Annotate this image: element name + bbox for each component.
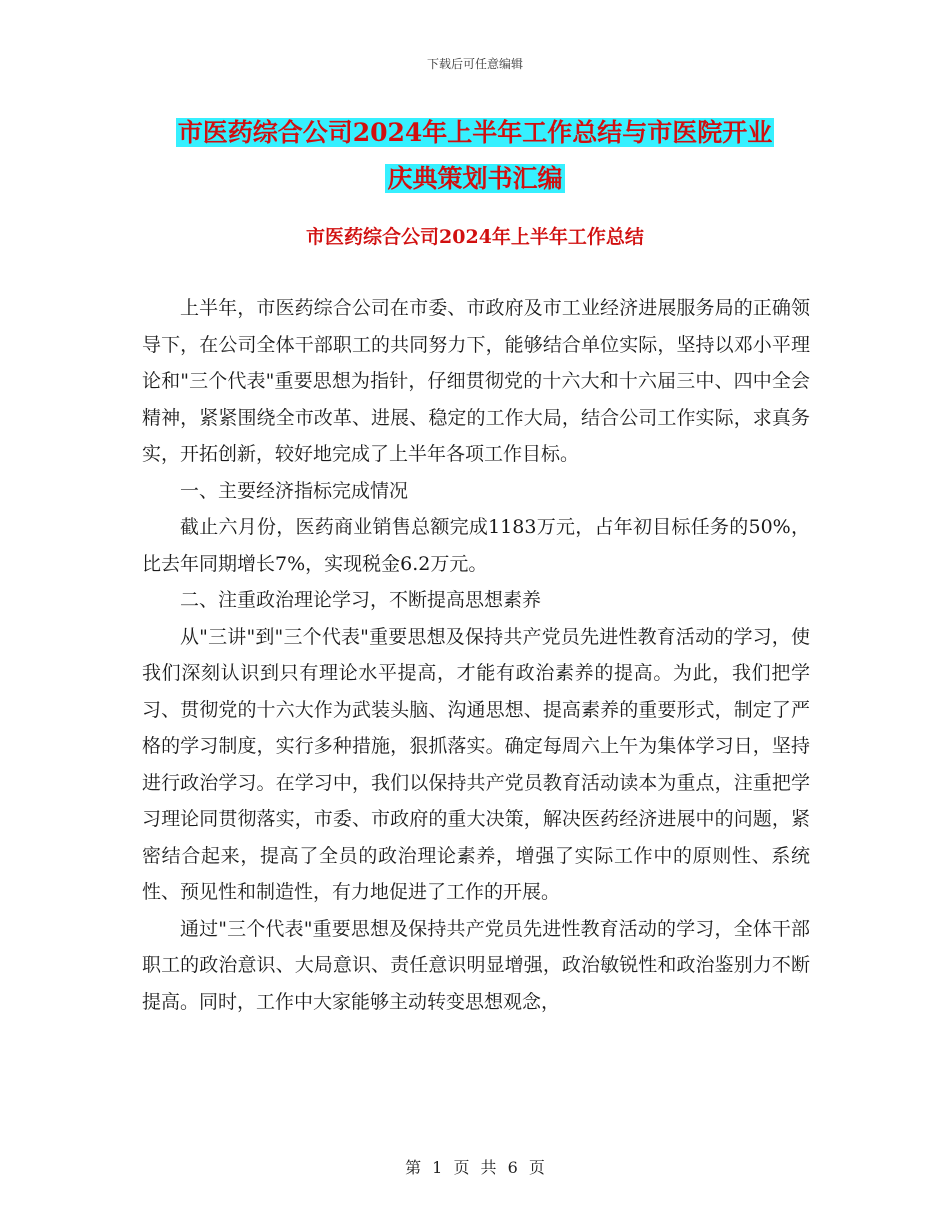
paragraph-heading: 一、主要经济指标完成情况	[180, 479, 409, 502]
header-note: 下载后可任意编辑	[426, 57, 523, 71]
paragraph: 上半年，市医药综合公司在市委、市政府及市工业经济进展服务局的正确领导下，在公司全体干部职工的共同努力下，能够结合单位实际，坚持以邓小平理论和"三个代表"重要思想为指针，仔细贯彻党的十六大和十六届三中、四中全会精神，紧紧围绕全市改革、进展、稳定的工作大局，结合公司工作实际，求真务实，开拓创新，较好地完成了上半年各项工作目标。	[142, 297, 810, 465]
body-text	[142, 290, 810, 1020]
section-title: 市医药综合公司2024年上半年工作总结	[306, 226, 644, 248]
document-title-line-1: 市医药综合公司2024年上半年工作总结与市医院开业	[177, 118, 773, 147]
paragraph-heading: 二、注重政治理论学习，不断提高思想素养	[180, 589, 542, 611]
document-title	[0, 110, 950, 202]
paragraph: 截止六月份，医药商业销售总额完成1183万元，占年初目标任务的50%，比去年同期增长7%，实现税金6.2万元。	[142, 516, 810, 575]
paragraph: 从"三讲"到"三个代表"重要思想及保持共产党员先进性教育活动的学习，使我们深刻认识到只有理论水平提高，才能有政治素养的提高。为此，我们把学习、贯彻党的十六大作为武装头脑、沟通思想、提高素养的重要形式，制定了严格的学习制度，实行多种措施，狠抓落实。确定每周六上午为集体学习日，坚持进行政治学习。在学习中，我们以保持共产党员教育活动读本为重点，注重把学习理论同贯彻落实，市委、市政府的重大决策，解决医药经济进展中的问题，紧密结合起来，提高了全员的政治理论素养，增强了实际工作中的原则性、系统性、预见性和制造性，有力地促进了工作的开展。	[142, 625, 810, 903]
page-footer: 第 1 页 共 6 页	[405, 1158, 545, 1177]
paragraph: 通过"三个代表"重要思想及保持共产党员先进性教育活动的学习，全体干部职工的政治意识、大局意识、责任意识明显增强，政治敏锐性和政治鉴别力不断提高。同时，工作中大家能够主动转变思想观念，	[142, 917, 810, 1013]
document-title-line-2: 庆典策划书汇编	[387, 164, 563, 193]
